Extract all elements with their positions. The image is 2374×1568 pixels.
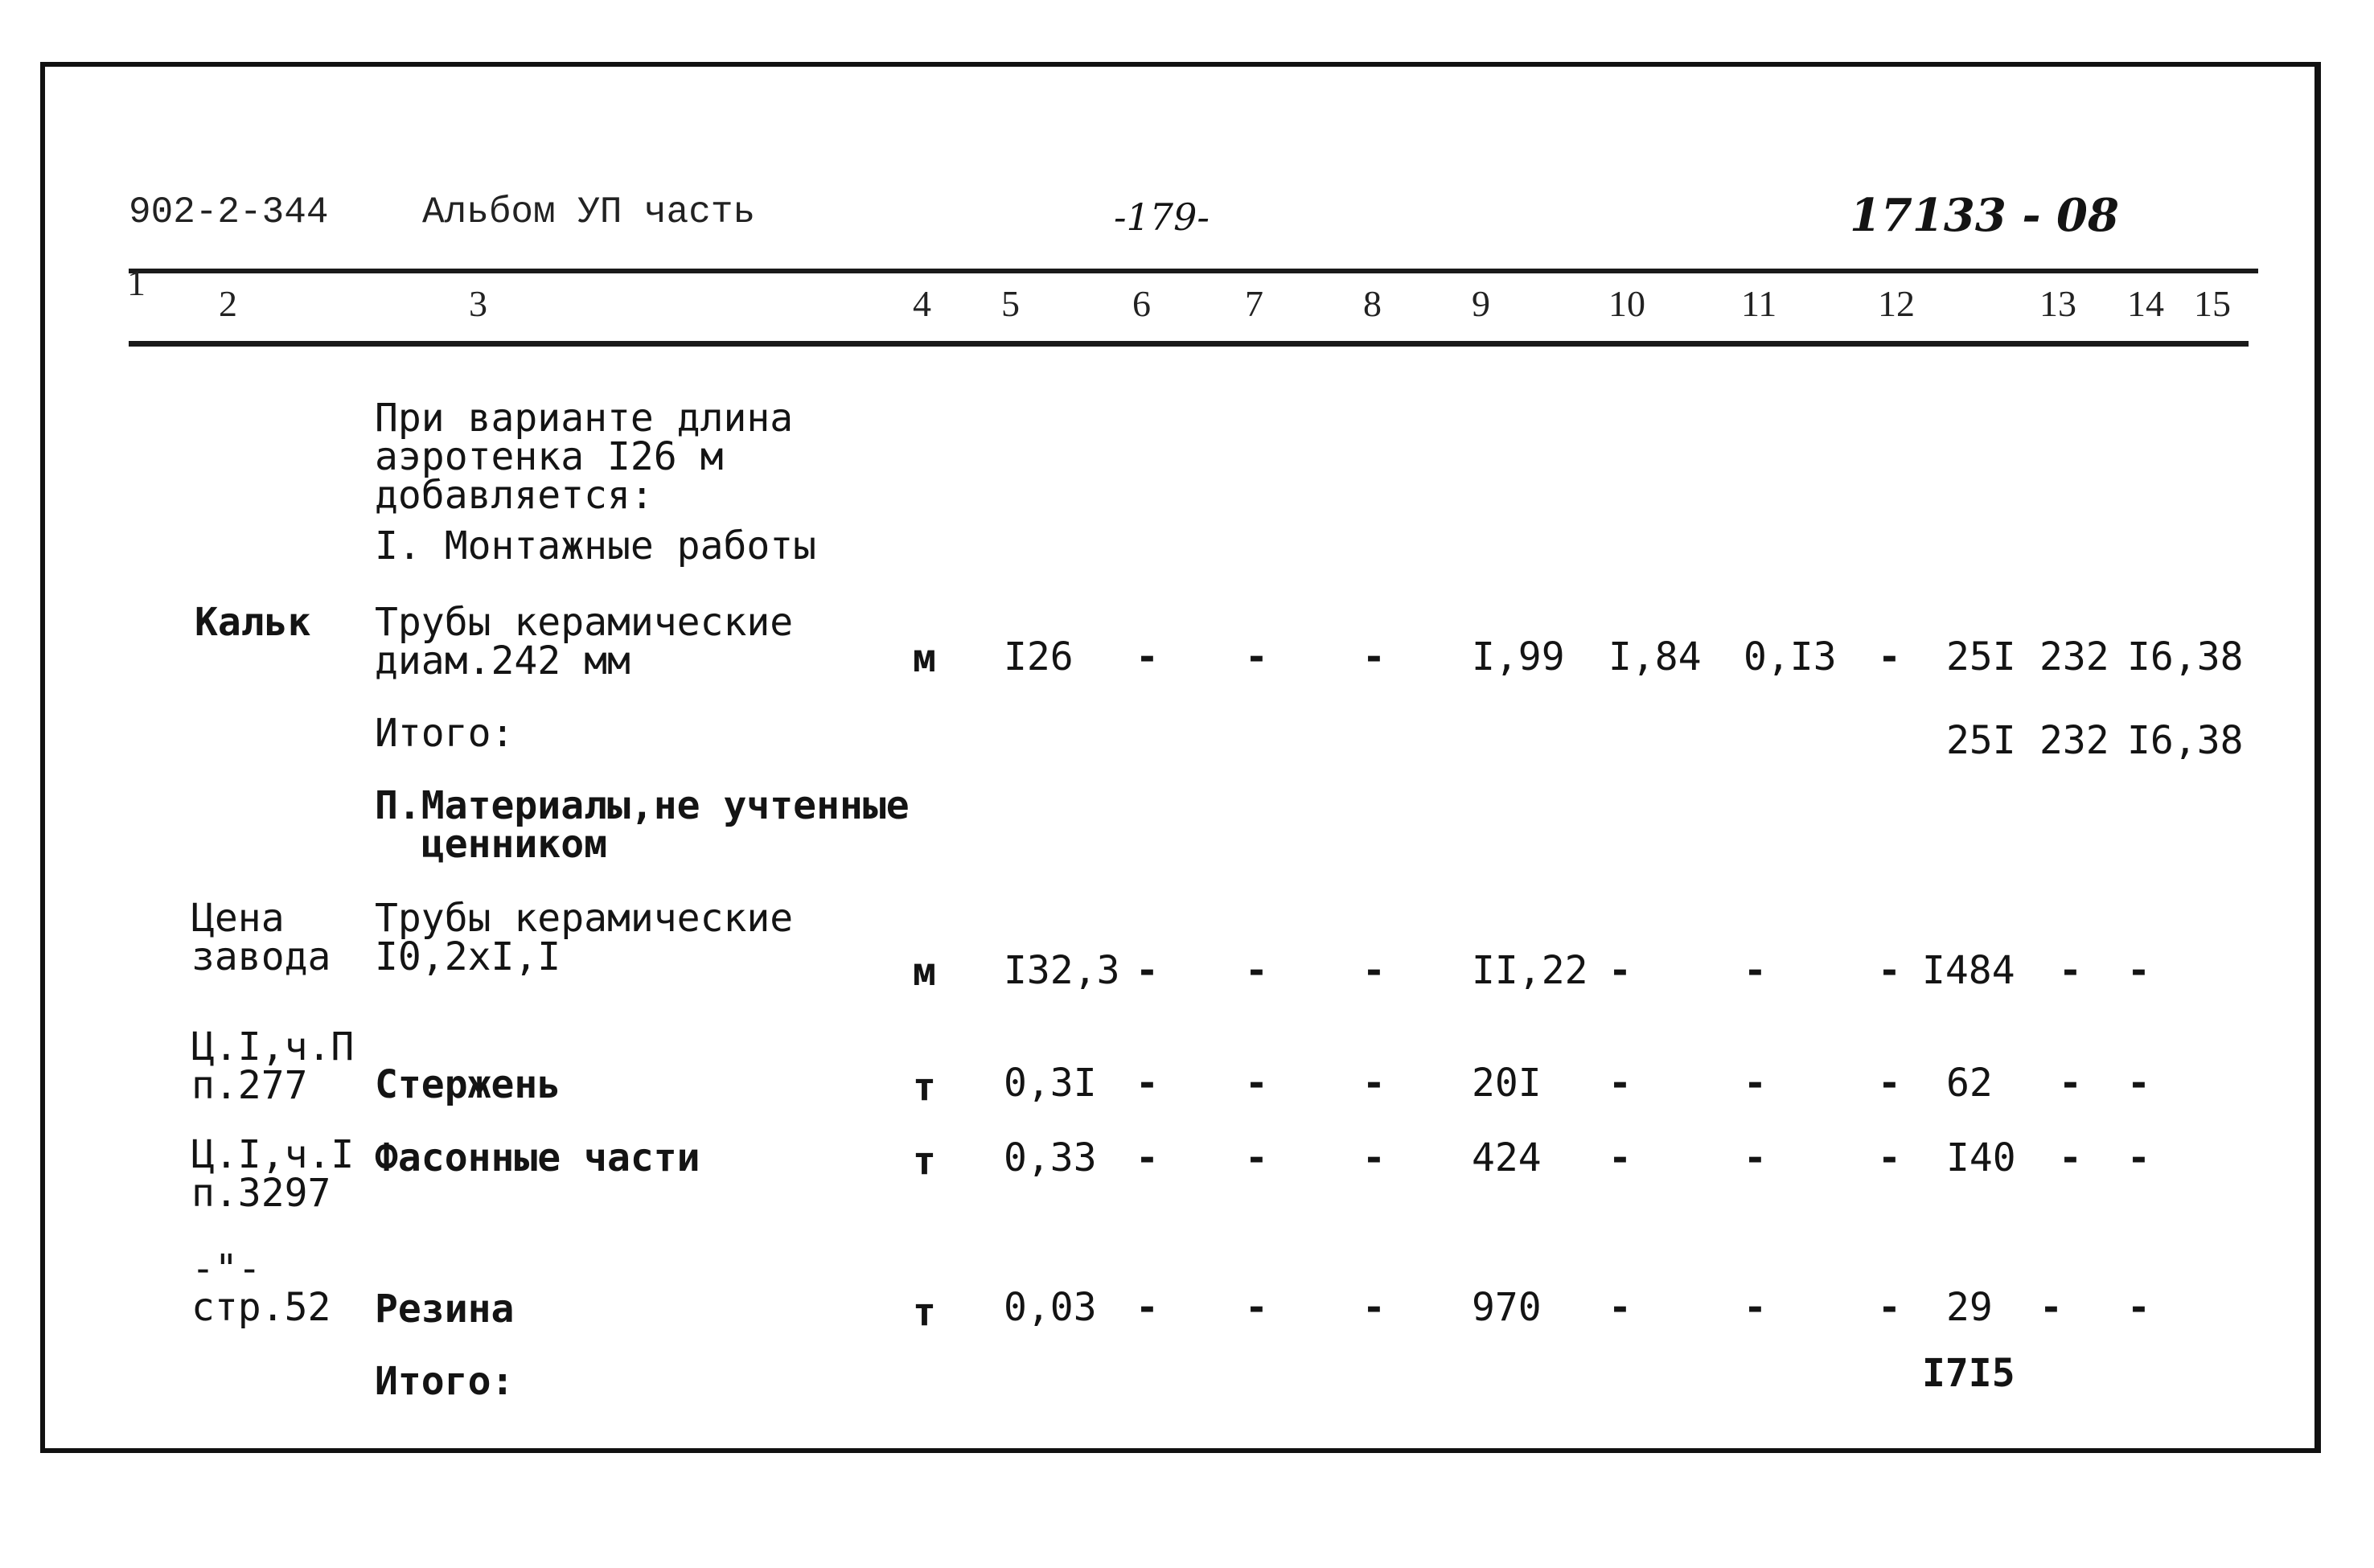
row2-c14: - [2059,948,2082,993]
col-11: 11 [1741,283,1777,324]
row1-name: Трубы керамические диам.242 мм [375,600,794,683]
row5-unit: т [913,1290,936,1335]
row5-c15: - [2127,1285,2150,1330]
row3-c8: - [1362,1061,1386,1106]
row1-c11: 0,I3 [1744,634,1837,679]
total-2-value: I7I5 [1922,1351,2015,1396]
row2-c11: - [1744,948,1767,993]
page-number: -179- [1114,195,1210,239]
row4-name: Фасонные части [375,1135,700,1180]
row3-name: Стержень [375,1062,561,1107]
row1-c10: I,84 [1608,634,1702,679]
row2-c12: - [1878,948,1901,993]
row2-c9: II,22 [1472,948,1588,993]
row3-unit: т [913,1065,936,1110]
row1-c14: 232 [2039,634,2109,679]
col-2: 2 [219,283,237,324]
row2-unit: м [913,950,936,995]
row3-qty: 0,3I [1004,1061,1097,1106]
total-2-label: Итого: [375,1359,515,1404]
row4-qty: 0,33 [1004,1135,1097,1180]
row1-c13: 25I [1946,634,2016,679]
sheet-code: 17133 - 08 [1850,189,2119,242]
row5-c9: 970 [1472,1285,1542,1330]
row4-c6: - [1136,1135,1159,1180]
row1-unit: м [913,636,936,681]
row1-qty: I26 [1004,634,1074,679]
row4-c8: - [1362,1135,1386,1180]
col-6: 6 [1132,283,1151,324]
row2-code: Цена завода [191,896,331,979]
section-1-heading: I. Монтажные работы [375,523,817,569]
col-4: 4 [913,283,931,324]
row2-c6: - [1136,948,1159,993]
section-2-heading: П.Материалы,не учтенные ценником [375,783,910,867]
row3-c10: - [1608,1061,1632,1106]
row3-c6: - [1136,1061,1159,1106]
album-label: Альбом УП часть [422,191,756,233]
row4-c13: I40 [1946,1135,2016,1180]
col-12: 12 [1878,283,1915,324]
total-1-c14: 232 [2039,718,2109,763]
row3-c7: - [1245,1061,1268,1106]
row5-c8: - [1362,1285,1386,1330]
row4-c10: - [1608,1135,1632,1180]
row4-c11: - [1744,1135,1767,1180]
row4-unit: т [913,1139,936,1184]
col-5: 5 [1001,283,1020,324]
row1-c8: - [1362,634,1386,679]
col-13: 13 [2039,283,2076,324]
row3-code: Ц.I,ч.П п.277 [191,1024,355,1108]
row5-c7: - [1245,1285,1268,1330]
row1-c12: - [1878,634,1901,679]
col-1: 1 [127,262,146,303]
col-14: 14 [2127,283,2164,324]
col-15: 15 [2194,283,2231,324]
row3-c14: - [2059,1061,2082,1106]
row1-c9: I,99 [1472,634,1565,679]
col-10: 10 [1608,283,1645,324]
col-7: 7 [1245,283,1263,324]
col-8: 8 [1363,283,1382,324]
row2-qty: I32,3 [1004,948,1120,993]
doc-code: 902-2-344 [129,191,329,233]
row2-c15: - [2127,948,2150,993]
total-1-c15: I6,38 [2127,718,2244,763]
col-9: 9 [1472,283,1490,324]
intro-text: При варианте длина аэротенка I26 м добавляется: [375,396,794,518]
row3-c12: - [1878,1061,1901,1106]
row4-c12: - [1878,1135,1901,1180]
row5-qty: 0,03 [1004,1285,1097,1330]
row4-c7: - [1245,1135,1268,1180]
row3-c9: 20I [1472,1061,1542,1106]
row2-name: Трубы керамические I0,2xI,I [375,896,794,979]
col-3: 3 [469,283,487,324]
total-1-label: Итого: [375,711,515,756]
row1-c6: - [1136,634,1159,679]
row5-code: -"- стр.52 [191,1246,331,1330]
total-1-c13: 25I [1946,718,2016,763]
header-bottom-rule [129,341,2249,347]
row1-c7: - [1245,634,1268,679]
row4-code: Ц.I,ч.I п.3297 [191,1132,355,1216]
row3-c13: 62 [1946,1061,1993,1106]
row4-c14: - [2059,1135,2082,1180]
row1-c15: I6,38 [2127,634,2244,679]
row2-c10: - [1608,948,1632,993]
row5-c14: - [2039,1285,2063,1330]
row5-c10: - [1608,1285,1632,1330]
row2-c7: - [1245,948,1268,993]
row4-c15: - [2127,1135,2150,1180]
row5-c11: - [1744,1285,1767,1330]
row5-c12: - [1878,1285,1901,1330]
row1-code: Кальк [195,600,311,645]
row5-c13: 29 [1946,1285,1993,1330]
row2-c8: - [1362,948,1386,993]
row3-c11: - [1744,1061,1767,1106]
row3-c15: - [2127,1061,2150,1106]
row5-name: Резина [375,1287,515,1332]
row2-c13: I484 [1922,948,2015,993]
header-top-rule [129,269,2258,273]
row5-c6: - [1136,1285,1159,1330]
row4-c9: 424 [1472,1135,1542,1180]
